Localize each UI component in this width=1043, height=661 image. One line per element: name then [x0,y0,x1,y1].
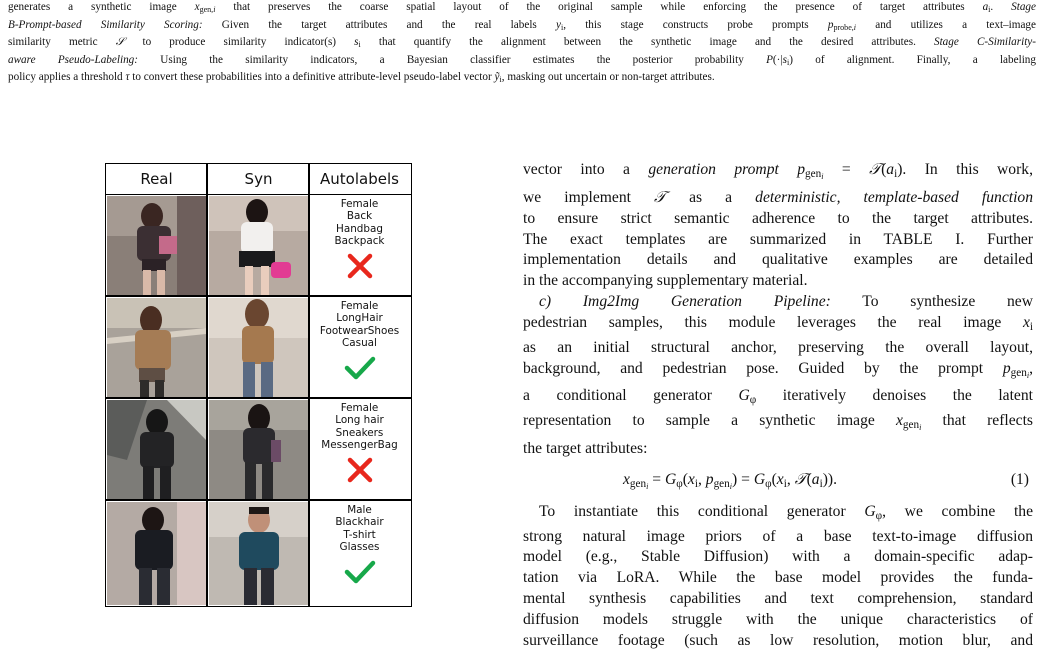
real-pedestrian-image [107,400,206,499]
paragraph-line: strong natural image priors of a base text-to-image diffusion [523,527,1033,545]
autolabels-cell [309,402,410,485]
paragraph-line: surveillance footage (such as low resolution, motion blur, and [523,632,1033,650]
caption-line-5: policy applies a threshold τ to convert these probabilities into a definitive attribute-level pseudo-label vector ỹ$_i$, masking out uncertain or non-target attributes. [8,71,715,85]
paragraph-heading: c) Img2Img Generation Pipeline: [539,293,831,311]
check-icon [343,353,377,383]
paragraph-line: we implement 𝒯 as a deterministic, template-based function [523,188,1034,206]
paragraph-line: model (e.g., Stable Diffusion) with a domain-specific adap- [523,548,1033,566]
real-pedestrian-image [107,298,206,397]
header-autolabels: Autolabels [320,170,399,188]
paragraph-line: a conditional generator $G_\varphi$ iteratively denoises the latent [523,387,1033,407]
cross-icon [345,455,375,485]
body-column [523,160,1033,652]
check-icon [343,557,377,587]
synthetic-pedestrian-image [209,298,308,397]
header-syn: Syn [244,170,273,188]
paragraph-line: vector into a generation prompt $p_{gen_i}$ = $𝒯(a_i)$. In this work, [523,161,1033,181]
attribute-label: MessengerBag [321,439,398,452]
paragraph-line: diffusion models struggle with the unique characteristics of [523,611,1033,629]
figure-header-row [106,164,411,195]
equation: $x_{gen_i} = G_\varphi(x_i$, $p_{gen_i}) = G_\varphi(x_i$, $𝒯(a_i)$). [623,470,837,491]
real-pedestrian-image [107,502,206,605]
paragraph-line: in the accompanying supplementary material. [523,272,808,290]
attribute-label: Casual [342,337,377,350]
synthetic-pedestrian-image [209,400,308,499]
synthetic-pedestrian-image [209,502,308,605]
header-real: Real [140,170,173,188]
attribute-label: FootwearShoes [319,324,400,337]
paragraph-line: the target attributes: [523,439,648,457]
caption-line-3: similarity metric 𝒮 to produce similarity indicator(s) $s_i$ that quantify the alignment between the synthetic image and the desired attributes. Stage C-Similarity- [8,36,1036,50]
cross-icon [345,251,375,281]
autolabels-cell [309,198,410,281]
autolabels-cell [309,504,410,587]
paragraph-line: background, and pedestrian pose. Guided by the prompt $p_{gen_i}$, [523,359,1033,380]
autolabels-cell [309,300,410,383]
real-pedestrian-image [107,196,206,295]
attribute-label: Female [340,402,379,414]
caption-line-2: B-Prompt-based Similarity Scoring: Given the target attributes and the real labels $y_i$, this stage constructs probe prompts $p_{probe,i}$ and utilizes a text–image [8,18,1036,32]
paragraph-line: implementation details and qualitative examples are detailed [523,251,1033,269]
autolabel-figure [105,163,412,607]
paragraph-line: mental synthesis capabilities and text comprehension, standard [523,590,1033,608]
attribute-label: Male [347,504,372,516]
paragraph-line: as an initial structural anchor, preserving the overall layout, [523,338,1033,356]
figure-caption [8,0,1036,88]
row-divider [106,295,411,297]
caption-line-1: generates a synthetic image $x_{gen,i}$ that preserves the coarse spatial layout of the original sample while enforcing the presence of target attributes $a_i$. Stage [8,1,1036,15]
column-divider [206,164,208,606]
equation-row [523,460,1033,502]
paragraph-line: pedestrian samples, this module leverages the real image $x_i$ [523,314,1033,333]
paragraph-line: to ensure strict semantic adherence to the target attributes. [523,209,1033,227]
attribute-label: T-shirt [343,528,376,541]
attribute-label: Sneakers [335,426,384,439]
paragraph-line: c) Img2Img Generation Pipeline: To synthesize new [539,293,1033,311]
equation-number: (1) [1010,470,1029,488]
paragraph-line: The exact templates are summarized in TABLE I. Further [523,230,1033,248]
row-divider [106,499,411,501]
paragraph-line: tation via LoRA. While the base model provides the funda- [523,569,1033,587]
attribute-label: Female [340,198,379,210]
paragraph-line: representation to sample a synthetic image $x_{gen_i}$ that reflects [523,412,1033,432]
attribute-label: LongHair [336,312,383,325]
row-divider [106,397,411,399]
caption-line-4: aware Pseudo-Labeling: Using the similarity indicators, a Bayesian classifier estimates the posterior probability $P(\cdot|s_i)$ of alignment. Finally, a labeling [8,53,1036,67]
attribute-label: Backpack [334,235,385,248]
attribute-label: Blackhair [335,516,384,529]
paragraph-line: To instantiate this conditional generator $G_\varphi$, we combine the [539,502,1033,522]
attribute-label: Glasses [339,541,380,554]
attribute-label: Female [340,300,379,312]
synthetic-pedestrian-image [209,196,308,295]
attribute-label: Back [346,210,373,223]
attribute-label: Handbag [336,222,383,235]
attribute-label: Long hair [335,414,384,427]
